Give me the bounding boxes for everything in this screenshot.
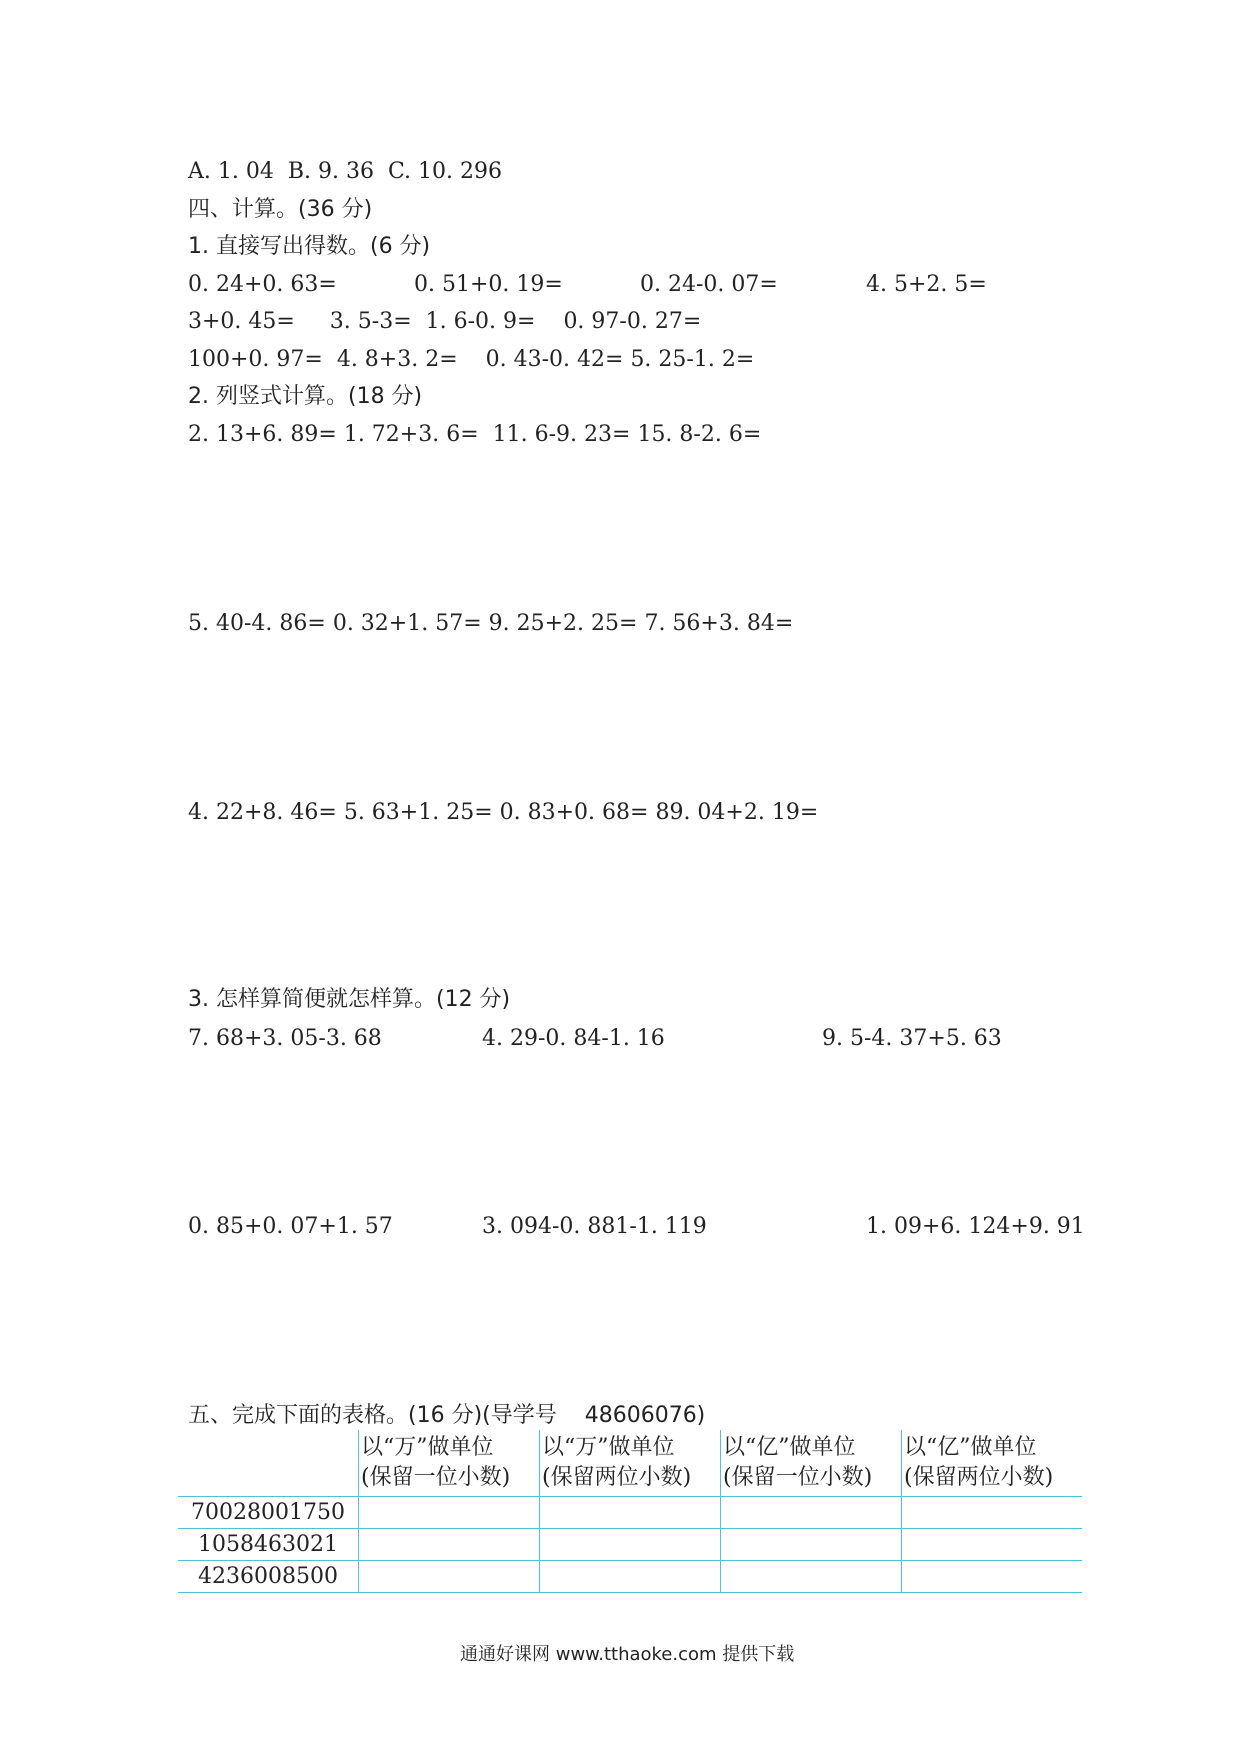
q1-item-4: 4. 5+2. 5=: [866, 272, 987, 297]
question-3-title: 3. 怎样算简便就怎样算。(12 分): [188, 987, 511, 1012]
table-answer-cell: [540, 1529, 721, 1561]
question-1-title: 1. 直接写出得数。(6 分): [188, 234, 431, 259]
rounding-table: [178, 1430, 1082, 1593]
table-answer-cell: [359, 1561, 540, 1593]
table-answer-cell: [359, 1529, 540, 1561]
table-row: [178, 1561, 1082, 1593]
table-header-cell: [540, 1430, 721, 1497]
q2-row-2: 5. 40-4. 86= 0. 32+1. 57= 9. 25+2. 25= 7. 56+3. 84=: [188, 611, 794, 636]
table-header-cell: [721, 1430, 902, 1497]
table-row-number: 4236008500: [178, 1561, 359, 1593]
table-header-line: (保留两位小数): [904, 1465, 1054, 1490]
table-header-cell: [902, 1430, 1083, 1497]
q3-item-6: 1. 09+6. 124+9. 91: [866, 1214, 1085, 1239]
table-answer-cell: [721, 1561, 902, 1593]
footer-text: 通通好课网 www.tthaoke.com 提供下载: [460, 1644, 795, 1665]
table-answer-cell: [902, 1497, 1083, 1529]
table-answer-cell: [540, 1561, 721, 1593]
table-row-number: 70028001750: [178, 1497, 359, 1529]
table-answer-cell: [721, 1497, 902, 1529]
table-row: [178, 1529, 1082, 1561]
table-answer-cell: [540, 1497, 721, 1529]
options-line: A. 1. 04 B. 9. 36 C. 10. 296: [188, 159, 502, 184]
table-row: [178, 1497, 1082, 1529]
table-answer-cell: [359, 1497, 540, 1529]
table-header-blank: [178, 1430, 359, 1497]
q1-item-2: 0. 51+0. 19=: [414, 272, 563, 297]
table-answer-cell: [902, 1561, 1083, 1593]
table-header-line: 以“万”做单位: [542, 1435, 675, 1460]
table-header-line: (保留两位小数): [542, 1465, 692, 1490]
table-header-row: [178, 1430, 1082, 1497]
q3-item-1: 7. 68+3. 05-3. 68: [188, 1026, 382, 1051]
table-header-line: (保留一位小数): [361, 1465, 511, 1490]
q3-item-4: 0. 85+0. 07+1. 57: [188, 1214, 393, 1239]
q1-row-3: 100+0. 97= 4. 8+3. 2= 0. 43-0. 42= 5. 25-1. 2=: [188, 347, 755, 372]
section-4-title: 四、计算。(36 分): [188, 197, 373, 222]
q2-row-1: 2. 13+6. 89= 1. 72+3. 6= 11. 6-9. 23= 15. 8-2. 6=: [188, 422, 762, 447]
q1-item-3: 0. 24-0. 07=: [640, 272, 778, 297]
table-row-number: 1058463021: [178, 1529, 359, 1561]
table-header-line: 以“万”做单位: [361, 1435, 494, 1460]
table-header-line: 以“亿”做单位: [723, 1435, 856, 1460]
q3-item-5: 3. 094-0. 881-1. 119: [482, 1214, 707, 1239]
q3-item-2: 4. 29-0. 84-1. 16: [482, 1026, 665, 1051]
section-5-title: 五、完成下面的表格。(16 分)(导学号 48606076): [188, 1403, 706, 1428]
question-2-title: 2. 列竖式计算。(18 分): [188, 384, 423, 409]
table-answer-cell: [721, 1529, 902, 1561]
q3-item-3: 9. 5-4. 37+5. 63: [822, 1026, 1002, 1051]
table-header-line: (保留一位小数): [723, 1465, 873, 1490]
table-answer-cell: [902, 1529, 1083, 1561]
q2-row-3: 4. 22+8. 46= 5. 63+1. 25= 0. 83+0. 68= 89. 04+2. 19=: [188, 800, 819, 825]
table-header-line: 以“亿”做单位: [904, 1435, 1037, 1460]
q1-item-1: 0. 24+0. 63=: [188, 272, 337, 297]
table-header-cell: [359, 1430, 540, 1497]
q1-row-2: 3+0. 45= 3. 5-3= 1. 6-0. 9= 0. 97-0. 27=: [188, 309, 702, 334]
